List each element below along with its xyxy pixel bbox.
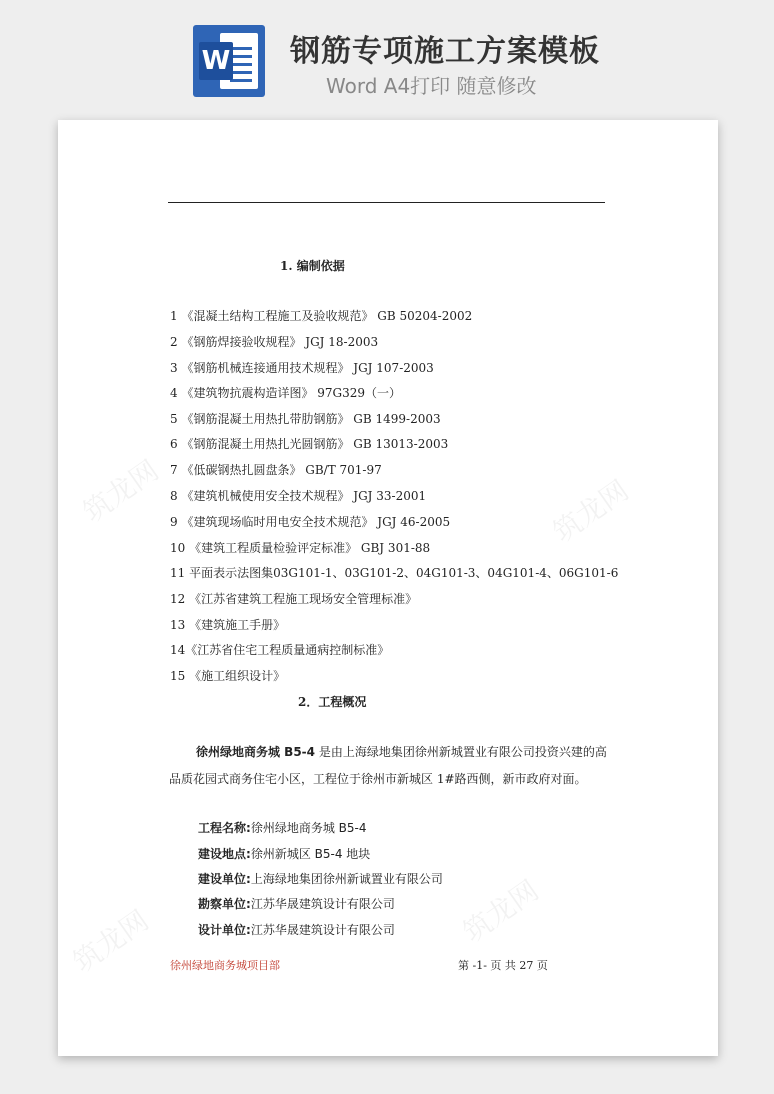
header-rule: [168, 202, 605, 203]
info-label: 建设单位:: [198, 872, 251, 886]
reference-item: 4 《建筑物抗震构造详图》 97G329（一）: [170, 386, 402, 400]
reference-item: 7 《低碳钢热扎圆盘条》 GB/T 701-97: [170, 463, 382, 477]
reference-item: 2 《钢筋焊接验收规程》 JGJ 18-2003: [170, 335, 379, 349]
info-row: [198, 819, 366, 836]
header-banner: [0, 0, 774, 110]
banner-subtitle: Word A4打印 随意修改: [326, 74, 537, 98]
banner-title: 钢筋专项施工方案模板: [290, 34, 600, 69]
info-row: [198, 921, 395, 938]
word-icon: [193, 25, 265, 97]
section-heading-overview: 2．工程概况: [298, 695, 367, 709]
watermark: 筑龙网: [456, 873, 545, 949]
reference-item: 11 平面表示法图集03G101-1、03G101-2、04G101-3、04G101-4、06G101-6: [170, 566, 619, 580]
reference-item: 13 《建筑施工手册》: [170, 618, 286, 632]
reference-item: 3 《钢筋机械连接通用技术规程》 JGJ 107-2003: [170, 361, 434, 375]
info-label: 建设地点:: [198, 847, 251, 861]
info-row: [198, 895, 395, 912]
info-row: [198, 845, 370, 862]
watermark: 筑龙网: [66, 903, 155, 979]
watermark: 筑龙网: [76, 453, 165, 529]
info-label: 勘察单位:: [198, 897, 251, 911]
reference-item: 14《江苏省住宅工程质量通病控制标准》: [170, 643, 390, 657]
info-value: 上海绿地集团徐州新诚置业有限公司: [250, 872, 443, 886]
reference-item: 15 《施工组织设计》: [170, 669, 286, 683]
info-value: 徐州新城区 B5-4 地块: [250, 847, 371, 861]
info-label: 设计单位:: [198, 923, 251, 937]
info-value: 江苏华晟建筑设计有限公司: [250, 897, 395, 911]
reference-item: 10 《建筑工程质量检验评定标准》 GBJ 301-88: [170, 541, 431, 555]
reference-item: 9 《建筑现场临时用电安全技术规范》 JGJ 46-2005: [170, 515, 451, 529]
footer-project-dept: 徐州绿地商务城项目部: [170, 959, 280, 972]
info-value: 江苏华晟建筑设计有限公司: [250, 923, 395, 937]
info-value: 徐州绿地商务城 B5-4: [250, 821, 367, 835]
reference-item: 8 《建筑机械使用安全技术规程》 JGJ 33-2001: [170, 489, 427, 503]
word-letter: W: [199, 42, 233, 80]
info-row: [198, 870, 443, 887]
reference-item: 12 《江苏省建筑工程施工现场安全管理标准》: [170, 592, 418, 606]
info-label: 工程名称:: [198, 821, 251, 835]
watermark: 筑龙网: [546, 473, 635, 549]
reference-item: 1 《混凝土结构工程施工及验收规范》 GB 50204-2002: [170, 309, 473, 323]
reference-item: 6 《钢筋混凝土用热扎光圆钢筋》 GB 13013-2003: [170, 437, 449, 451]
section-heading-basis: 1. 编制依据: [280, 259, 345, 273]
intro-text: 是由上海绿地集团徐州新城置业有限公司投资兴建的高: [315, 745, 607, 759]
document-page: [58, 120, 718, 1056]
footer-page-number: 第 -1- 页 共 27 页: [458, 959, 548, 972]
intro-line-2: 品质花园式商务住宅小区，工程位于徐州市新城区 1#路西侧，新市政府对面。: [169, 772, 587, 786]
intro-line-1: [196, 743, 607, 760]
project-name-bold: 徐州绿地商务城 B5-4: [196, 745, 316, 759]
reference-item: 5 《钢筋混凝土用热扎带肋钢筋》 GB 1499-2003: [170, 412, 441, 426]
